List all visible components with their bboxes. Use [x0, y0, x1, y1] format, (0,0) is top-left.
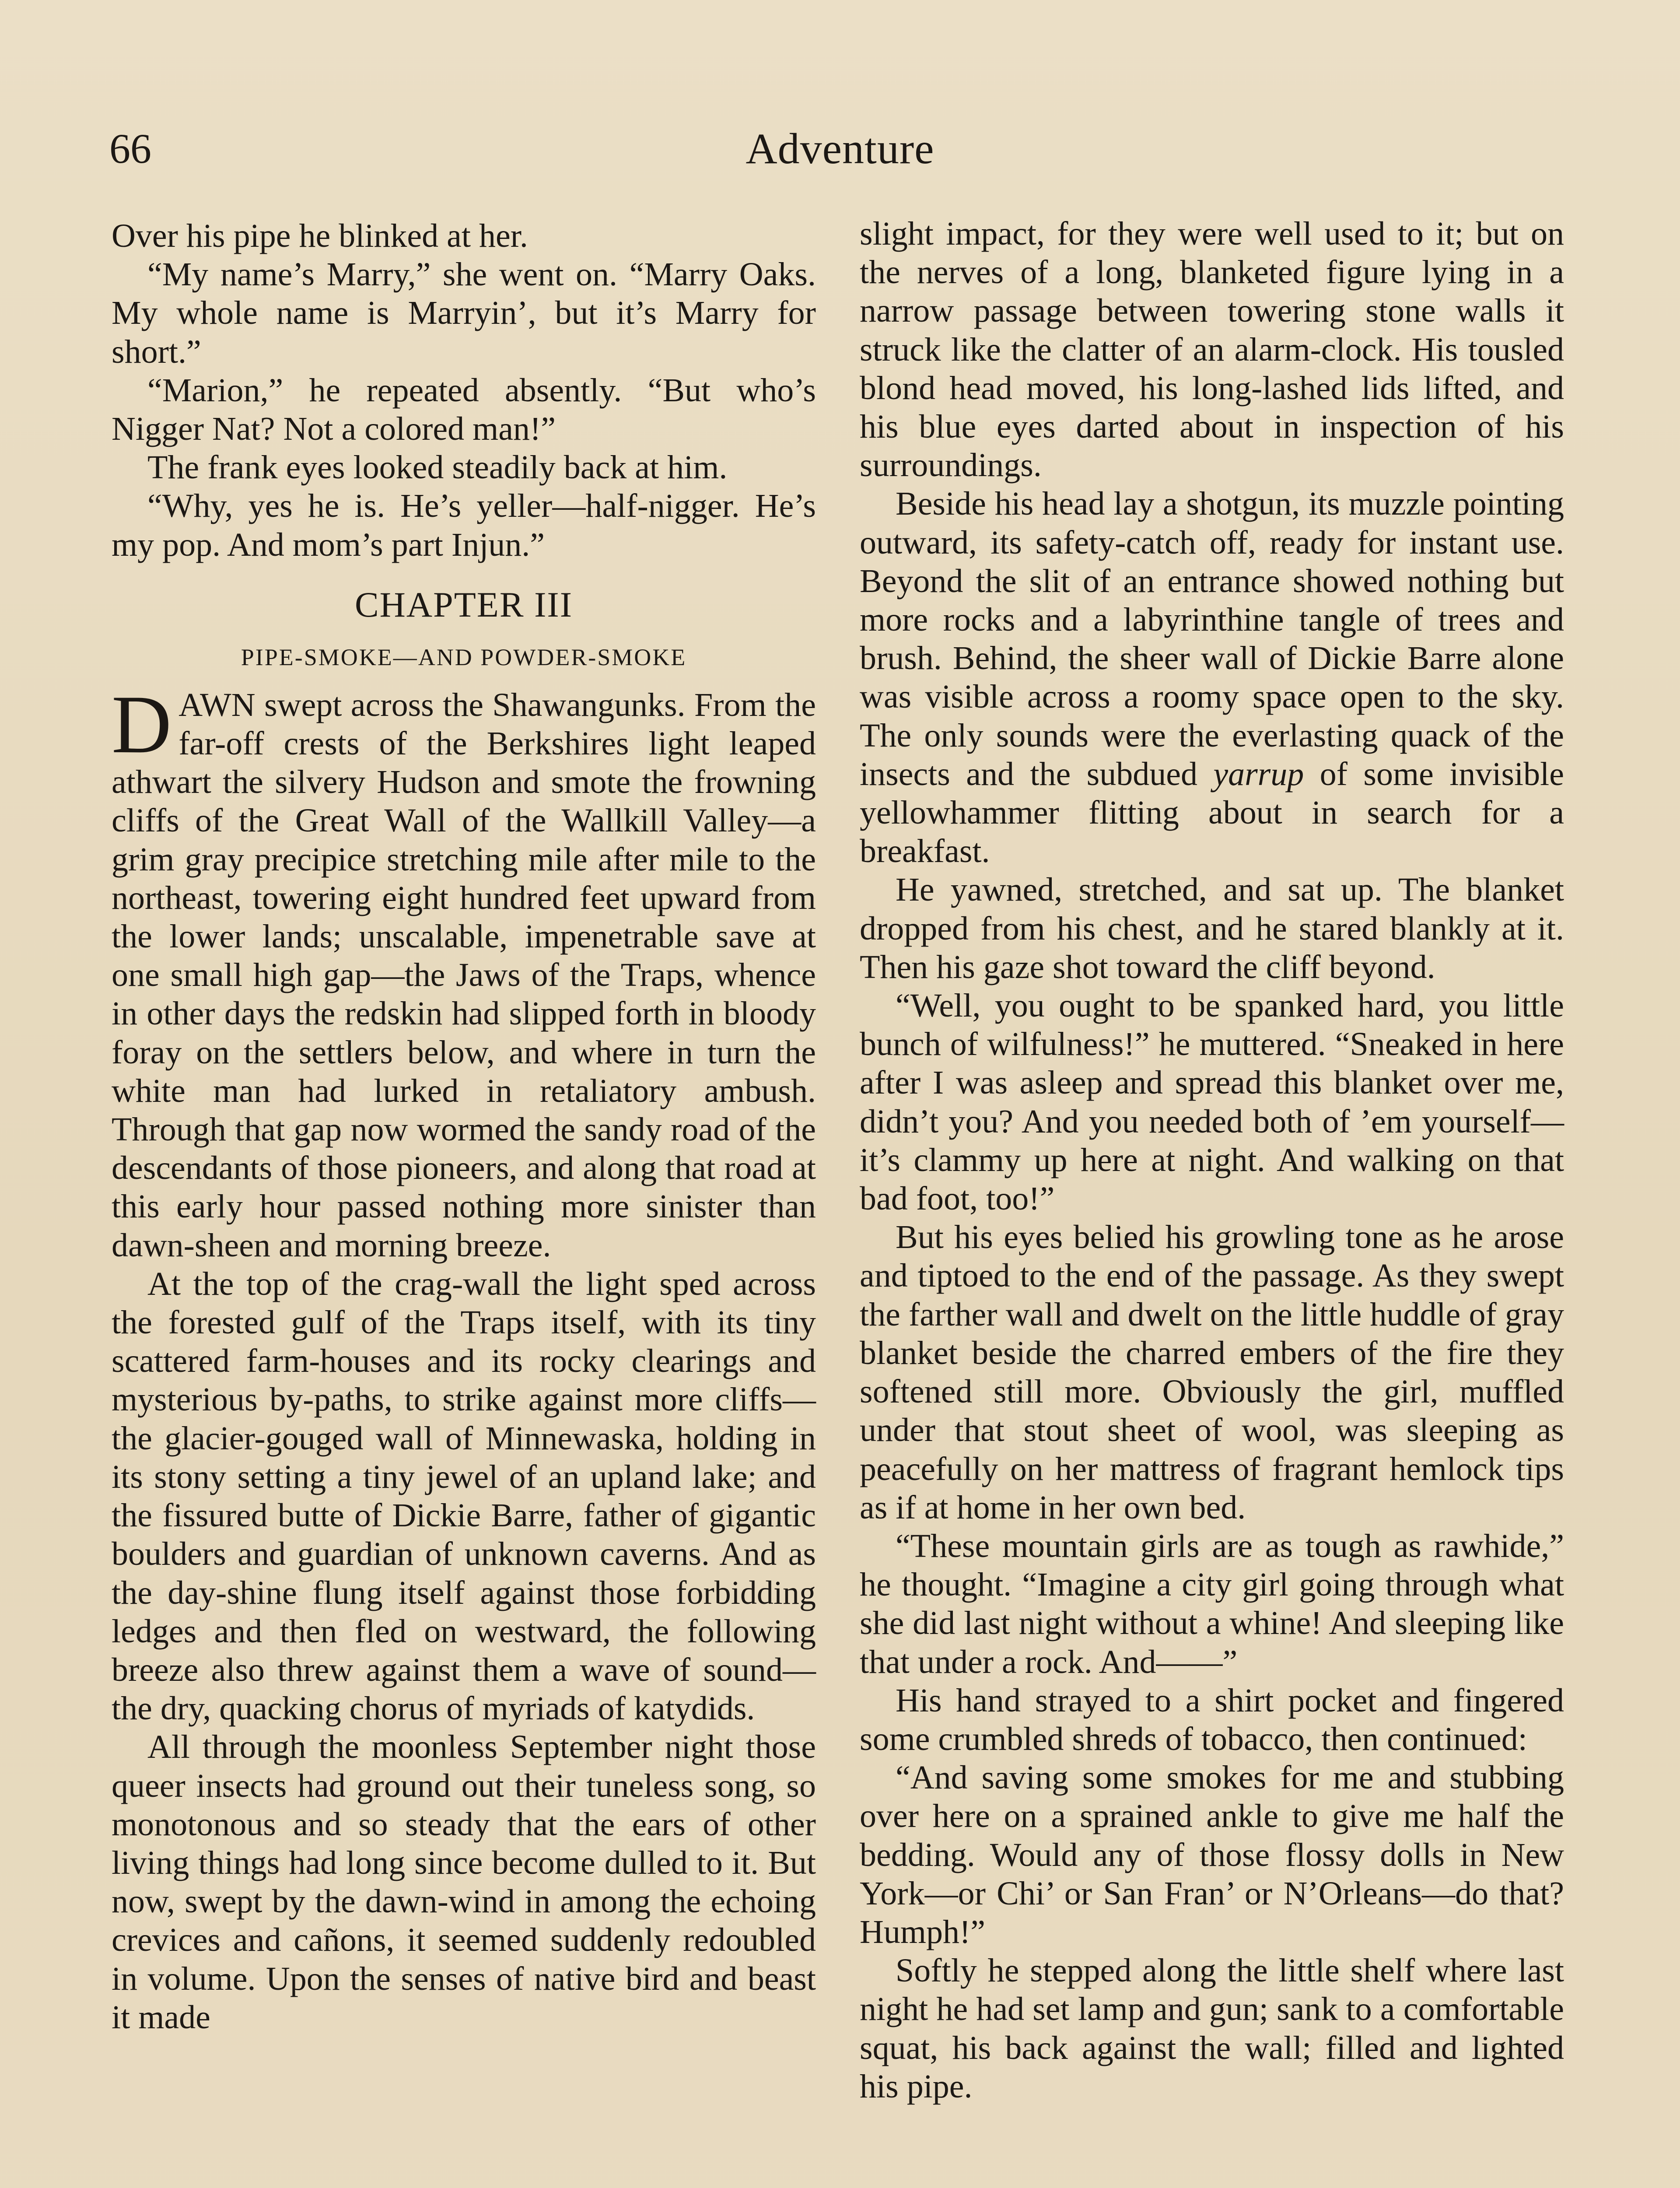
- paragraph: But his eyes belied his growling tone as he arose and tiptoed to the end of the passage. As they swept the farther wall and dwelt on the little huddle of gray blanket beside the charred embers of the fire they softened still more. Obviously the girl, muffled under that stout sheet of wool, was sleeping as peacefully on her mattress of fragrant hemlock tips as if at home in her own bed.: [860, 1219, 1564, 1526]
- paragraph: His hand strayed to a shirt pocket and fingered some crumbled shreds of tobacco, then continued:: [860, 1682, 1564, 1757]
- paragraph: slight impact, for they were well used to it; but on the nerves of a long, blanketed figure lying in a narrow passage between towering stone walls it struck like the clatter of an alarm-clock. His tousled blond head moved, his long-lashed lids lifted, and his blue eyes darted about in inspection of his surroundings.: [860, 215, 1564, 484]
- paragraph: “These mountain girls are as tough as rawhide,” he thought. “Imagine a city girl going through what she did last night without a whine! And sleeping like that under a rock. And——”: [860, 1527, 1564, 1680]
- lead-word: AWN: [178, 686, 256, 723]
- paragraph-text: of some invisible yellowhammer flitting about in search for a breakfast.: [860, 755, 1564, 870]
- left-column: [112, 217, 816, 2037]
- italic-word: yarrup: [1213, 755, 1304, 792]
- paragraph: “My name’s Marry,” she went on. “Marry Oaks. My whole name is Marryin’, but it’s Marry for short.”: [112, 256, 816, 370]
- paragraph: He yawned, stretched, and sat up. The blanket dropped from his chest, and he stared blankly at it. Then his gaze shot toward the cliff beyond.: [860, 871, 1564, 985]
- page-number: 66: [109, 125, 151, 172]
- paragraph: Over his pipe he blinked at her.: [112, 217, 528, 254]
- paragraph: Softly he stepped along the little shelf where last night he had set lamp and gun; sank to a comfortable squat, his back against the wall; filled and lighted his pipe.: [860, 1952, 1564, 2105]
- paragraph: “Why, yes he is. He’s yeller—half-nigger. He’s my pop. And mom’s part Injun.”: [112, 487, 816, 563]
- paragraph: At the top of the crag-wall the light sped across the forested gulf of the Traps itself, with its tiny scattered farm-houses and its rocky clearings and mysterious by-paths, to strike against more cliffs—the glacier-gouged wall of Minnewaska, holding in its stony setting a tiny jewel of an upland lake; and the fissured butte of Dickie Barre, father of gigantic boulders and guardian of unknown caverns. And as the day-shine flung itself against those forbidding ledges and then fled on westward, the following breeze also threw against them a wave of sound—the dry, quacking chorus of myriads of katydids.: [112, 1265, 816, 1727]
- paragraph: “Marion,” he repeated absently. “But who’s Nigger Nat? Not a colored man!”: [112, 372, 816, 448]
- drop-cap: D: [112, 678, 172, 771]
- paragraph: The frank eyes looked steadily back at him.: [147, 449, 728, 486]
- paragraph-text: swept across the Shawangunks. From the far-off crests of the Berkshires light leaped athwart the silvery Hudson and smote the frowning cliffs of the Great Wall of the Wallkill Valley—a grim gray precipice stretching mile after mile to the northeast, towering eight hundred feet upward from the lower lands; unscalable, impenetrable save at one small high gap—the Jaws of the Traps, whence in other days the redskin had slipped forth in bloody foray on the settlers below, and where in turn the white man had lurked in retaliatory ambush. Through that gap now wormed the sandy road of the descendants of those pioneers, and along that road at this early hour passed nothing more sinister than dawn-sheen and morning breeze.: [112, 686, 816, 1264]
- right-column: [860, 214, 1564, 2106]
- paragraph-text: Beside his head lay a shotgun, its muzzle pointing outward, its safety-catch off, ready for instant use. Beyond the slit of an entrance showed nothing but more rocks and a labyrinthine tangle of trees and brush. Behind, the sheer wall of Dickie Barre alone was visible across a roomy space open to the sky. The only sounds were the everlasting quack of the insects and the subdued: [860, 485, 1564, 792]
- chapter-title: CHAPTER III: [354, 584, 573, 624]
- chapter-subtitle: PIPE-SMOKE—AND POWDER-SMOKE: [241, 644, 687, 670]
- running-title: Adventure: [746, 124, 934, 173]
- page-header: [109, 123, 1571, 188]
- paragraph: All through the moonless September night those queer insects had ground out their tuneless song, so monotonous and so steady that the ears of other living things had long since become dulled to it. But now, swept by the dawn-wind in among the echoing crevices and cañons, it seemed suddenly redoubled in volume. Upon the senses of native bird and beast it made: [112, 1729, 816, 2036]
- paragraph: “Well, you ought to be spanked hard, you little bunch of wilfulness!” he muttered. “Sneaked in here after I was asleep and spread this blanket over me, didn’t you? And you needed both of ’em yourself—it’s clammy up here at night. And walking on that bad foot, too!”: [860, 987, 1564, 1217]
- paragraph: [860, 484, 1564, 870]
- opening-paragraph: [112, 678, 816, 1265]
- paragraph: “And saving some smokes for me and stubbing over here on a sprained ankle to give me half the bedding. Would any of those flossy dolls in New York—or Chi’ or San Fran’ or N’Orleans—do that? Humph!”: [860, 1759, 1564, 1950]
